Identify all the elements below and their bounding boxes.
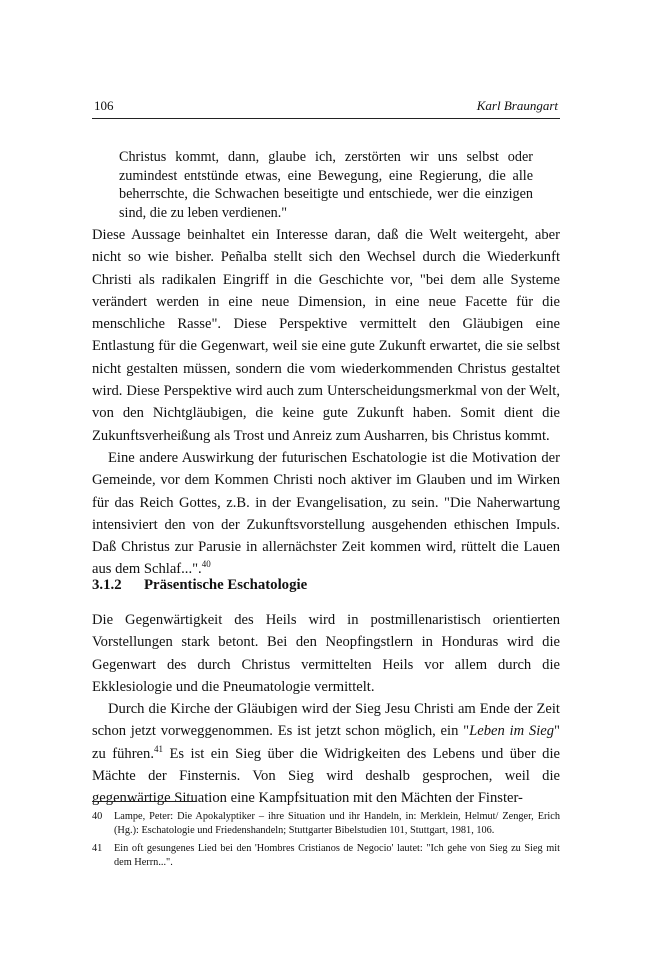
footnote xyxy=(92,810,560,837)
footnote-divider xyxy=(92,801,196,802)
section-text xyxy=(92,609,560,810)
emphasis: Leben im Sieg xyxy=(469,723,555,740)
block-quote: Christus kommt, dann, glaube ich, zerstörten wir uns selbst oder zumindest entstünde etwas, eine Bewegung, eine Regierung, die alle beherrschte, die Schwachen beseitigte und entschiede, wer die einzigen sind, die zu leben verdienen." xyxy=(119,149,533,221)
paragraph-text: Eine andere Auswirkung der futurischen Eschatologie ist die Motivation der Gemeinde, vor dem Kommen Christi noch aktiver im Glauben und im Wirken für das Reich Gottes, z.B. in der Evangelisation, zu sein. "Die Naherwartung intensiviert den von der Zukunftsvorstellung ausgehenden ethischen Impuls. Daß Christus zur Parusie in allernächster Zeit kommen wird, rüttelt die Lauen aus dem Schlaf...". xyxy=(92,449,560,578)
paragraph-text: Durch die Kirche der Gläubigen wird der Sieg Jesu Christi am Ende der Zeit schon jetzt vorweggenommen. Es ist jetzt schon möglich, ein " xyxy=(92,701,560,740)
footnotes xyxy=(92,810,560,874)
running-head: Karl Braungart xyxy=(476,98,558,113)
paragraph: Die Gegenwärtigkeit des Heils wird in postmillenaristisch orientierten Vorstellungen stark betont. Bei den Neopfingstlern in Honduras wird die Gegenwart des durch Christus vermittelten Heils vor allem durch die Ekklesiologie und die Pneumatologie vermittelt. xyxy=(92,612,560,695)
footnote-ref: 41 xyxy=(154,743,163,754)
paragraph-text: " zu führen. xyxy=(92,723,561,762)
footnote xyxy=(92,842,560,869)
footnote-text: Ein oft gesungenes Lied bei den 'Hombres Cristianos de Negocio' lautet: "Ich gehe von Sieg zu Sieg mit dem Herrn...". xyxy=(114,843,560,868)
paragraph-text: Es ist ein Sieg über die Widrigkeiten des Lebens und über die Mächte der Finsternis. Von Sieg wird deshalb gesprochen, weil die gegenwärtige Situation eine Kampfsituation mit den Mächten der Finster- xyxy=(92,745,560,807)
paragraph xyxy=(92,698,560,809)
paragraph xyxy=(92,447,560,581)
footnote-number: 40 xyxy=(92,811,103,822)
page-header xyxy=(92,96,560,119)
footnote-number: 41 xyxy=(92,843,103,854)
footnote-text: Lampe, Peter: Die Apokalyptiker – ihre Situation und ihr Handeln, in: Merklein, Helmut/ Zenger, Erich (Hg.): Eschatologie und Friedenshandeln; Stuttgarter Bibelstudien 101, Stuttgart, 1981, 106. xyxy=(114,811,560,836)
footnote-ref: 40 xyxy=(201,559,211,570)
main-text xyxy=(92,224,560,581)
section-heading xyxy=(92,577,560,594)
section-title: Präsentische Eschatologie xyxy=(144,577,308,593)
section-number: 3.1.2 xyxy=(92,577,122,593)
page-number: 106 xyxy=(94,98,114,113)
paragraph: Diese Aussage beinhaltet ein Interesse daran, daß die Welt weitergeht, aber nicht so wie bisher. Peñalba stellt sich den Wechsel durch die Wiederkunft Christi als radikalen Eingriff in die Geschichte vor, "bei dem alle Systeme verändert werden in eine neue Dimension, in eine neue Facette für die menschliche Rasse". Diese Perspektive vermittelt den Gläubigen eine Entlastung für die Gegenwart, weil sie eine gute Zukunft erwartet, die sie selbst nicht gestalten müssen, sondern die vom wiederkommenden Christus gestaltet wird. Diese Perspektive wird auch zum Unterscheidungsmerkmal von der Welt, von den Nichtgläubigen, die keine gute Zukunft haben. Somit dient die Zukunftsverheißung als Trost und Anreiz zum Ausharren, bis Christus kommt. xyxy=(92,227,560,444)
